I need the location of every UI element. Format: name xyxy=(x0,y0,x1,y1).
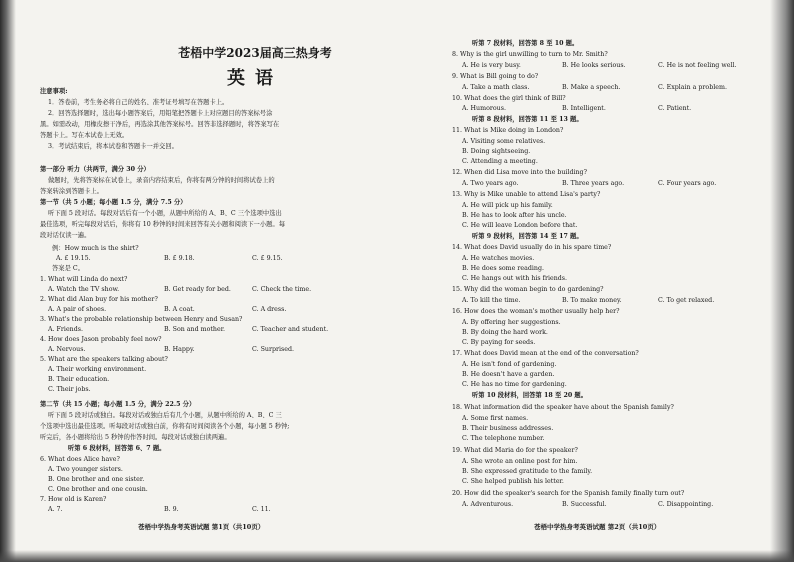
option: A. To kill the time. xyxy=(462,297,521,304)
option: C. He hangs out with his friends. xyxy=(462,275,568,282)
option: B. He does some reading. xyxy=(462,265,544,272)
option: B. Get ready for bed. xyxy=(164,286,231,293)
option: C. 11. xyxy=(252,506,271,513)
option: A. Humorous. xyxy=(462,105,506,112)
option: B. She expressed gratitude to the family. xyxy=(462,468,593,475)
question: 5. What are the speakers talking about? xyxy=(40,356,168,363)
option: B. 9. xyxy=(164,506,179,513)
option: A. Take a math class. xyxy=(462,84,530,91)
option: B. Happy. xyxy=(164,346,195,353)
material-heading: 听第 7 段材料，回答第 8 至 10 题。 xyxy=(472,40,579,47)
page-footer: 苍梧中学热身考英语试题 第2页（共10页） xyxy=(534,523,661,531)
material-heading: 听第 6 段材料，回答第 6、7 题。 xyxy=(68,445,166,452)
question: 7. How old is Karen? xyxy=(40,496,107,503)
scan-shadow-right xyxy=(770,0,794,562)
question: 15. Why did the woman begin to do gardening? xyxy=(452,286,604,293)
option: B. To make money. xyxy=(562,297,622,304)
scan-shadow-left xyxy=(0,0,16,562)
section2-desc: 个选项中选出最佳选项。听每段对话或独白前，你将有时间阅读各个小题，每小题 5 秒钟; xyxy=(40,423,290,430)
option: C. Surprised. xyxy=(252,346,295,353)
question: 13. Why is Mike unable to attend Lisa's party? xyxy=(452,191,601,198)
option: B. Intelligent. xyxy=(562,105,606,112)
section2-desc: 听下面 5 段对话或独白。每段对话或独白后有几个小题，从题中所给的 A、B、C 三 xyxy=(48,412,282,419)
option: C. Disappointing. xyxy=(658,501,714,508)
part1-desc: 答案转涂到答题卡上。 xyxy=(40,188,103,195)
question: 18. What information did the speaker have about the Spanish family? xyxy=(452,404,674,411)
option: A. Watch the TV show. xyxy=(48,286,120,293)
question: 17. What does David mean at the end of the conversation? xyxy=(452,350,639,357)
option: A. He is very busy. xyxy=(462,62,521,69)
option: A. By offering her suggestions. xyxy=(462,319,561,326)
option: A. Nervous. xyxy=(48,346,86,353)
section2-heading: 第二节（共 15 小题；每小题 1.5 分，满分 22.5 分） xyxy=(40,401,196,408)
material-heading: 听第 9 段材料，回答第 14 至 17 题。 xyxy=(472,233,583,240)
scan-shadow-bottom xyxy=(0,550,794,562)
option: C. He will leave London before that. xyxy=(462,222,578,229)
option: C. Their jobs. xyxy=(48,386,91,393)
option: A. She wrote an online post for him. xyxy=(462,458,578,465)
option: B. Son and mother. xyxy=(164,326,226,333)
option: B. He doesn't have a garden. xyxy=(462,371,555,378)
option: C. Patient. xyxy=(658,105,692,112)
question: 16. How does the woman's mother usually help her? xyxy=(452,308,620,315)
section1-desc: 段对话仅读一遍。 xyxy=(40,232,91,239)
option: B. One brother and one sister. xyxy=(48,476,145,483)
notice-line: 1．答卷前，考生务必将自己的姓名、准考证号填写在答题卡上。 xyxy=(48,99,229,106)
option: B. By doing the hard work. xyxy=(462,329,548,336)
option: B. Doing sightseeing. xyxy=(462,148,531,155)
section1-heading: 第一节（共 5 小题；每小题 1.5 分，满分 7.5 分） xyxy=(40,199,187,206)
option: C. By paying for seeds. xyxy=(462,339,536,346)
option: A. He will pick up his family. xyxy=(462,202,553,209)
notice-line: 3．考试结束后，将本试卷和答题卡一并交回。 xyxy=(48,143,178,150)
option: B. Their education. xyxy=(48,376,110,383)
option: A. Some first names. xyxy=(462,415,529,422)
option: C. Four years ago. xyxy=(658,180,717,187)
option: B. A coat. xyxy=(164,306,195,313)
question: 19. What did Maria do for the speaker? xyxy=(452,447,578,454)
example-option: B. £ 9.18. xyxy=(164,255,195,262)
option: B. He has to look after his uncle. xyxy=(462,212,567,219)
section1-desc: 听下面 5 段对话。每段对话后有一个小题，从题中所给的 A、B、C 三个选项中选出 xyxy=(48,210,282,217)
example-answer: 答案是 C。 xyxy=(52,265,85,272)
option: B. Three years ago. xyxy=(562,180,625,187)
question: 8. Why is the girl unwilling to turn to Mr. Smith? xyxy=(452,51,608,58)
option: B. Their business addresses. xyxy=(462,425,554,432)
question: 6. What does Alice have? xyxy=(40,456,120,463)
option: A. Two younger sisters. xyxy=(48,466,123,473)
option: C. Explain a problem. xyxy=(658,84,727,91)
example-option: A. £ 19.15. xyxy=(56,255,91,262)
notice-line: 2．回答选择题时，选出每小题答案后，用铅笔把答题卡上对应题目的答案标号涂 xyxy=(48,110,273,117)
option: A. Visiting some relatives. xyxy=(462,138,546,145)
notice-line: 答题卡上。写在本试卷上无效。 xyxy=(40,132,129,139)
material-heading: 听第 8 段材料，回答第 11 至 13 题。 xyxy=(472,116,583,123)
option: C. He has no time for gardening. xyxy=(462,381,567,388)
question: 20. How did the speaker's search for the Spanish family finally turn out? xyxy=(452,490,685,497)
part1-desc: 做题时，先将答案标在试卷上，录音内容结束后，你将有两分钟的时间将试卷上的 xyxy=(48,177,275,184)
example-option: C. £ 9.15. xyxy=(252,255,283,262)
question: 1. What will Linda do next? xyxy=(40,276,128,283)
option: B. He looks serious. xyxy=(562,62,626,69)
question: 2. What did Alan buy for his mother? xyxy=(40,296,158,303)
example-question: 例：How much is the shirt? xyxy=(52,245,139,252)
option: A. He watches movies. xyxy=(462,255,535,262)
option: C. To get relaxed. xyxy=(658,297,715,304)
notice-line: 黑。如需改动，用橡皮擦干净后，再选涂其他答案标号。回答非选择题时，将答案写在 xyxy=(40,121,280,128)
part1-heading: 第一部分 听力（共两节，满分 30 分） xyxy=(40,166,150,173)
question: 3. What's the probable relationship between Henry and Susan? xyxy=(40,316,243,323)
option: C. He is not feeling well. xyxy=(658,62,737,69)
option: C. A dress. xyxy=(252,306,287,313)
option: A. Two years ago. xyxy=(462,180,519,187)
option: C. Teacher and student. xyxy=(252,326,329,333)
material-heading: 听第 10 段材料，回答第 18 至 20 题。 xyxy=(472,392,588,399)
option: A. 7. xyxy=(48,506,63,513)
option: C. One brother and one cousin. xyxy=(48,486,148,493)
option: A. Adventurous. xyxy=(462,501,514,508)
notice-heading: 注意事项: xyxy=(40,88,68,95)
option: C. Attending a meeting. xyxy=(462,158,538,165)
option: C. The telephone number. xyxy=(462,435,545,442)
page-footer: 苍梧中学热身考英语试题 第1页（共10页） xyxy=(138,523,265,531)
option: B. Successful. xyxy=(562,501,607,508)
exam-title: 苍梧中学2023届高三热身考 xyxy=(178,46,332,60)
question: 9. What is Bill going to do? xyxy=(452,73,539,80)
option: B. Make a speech. xyxy=(562,84,621,91)
question: 12. When did Lisa move into the building? xyxy=(452,169,587,176)
question: 14. What does David usually do in his spare time? xyxy=(452,244,612,251)
option: A. Their working environment. xyxy=(48,366,147,373)
section2-desc: 听完后，各小题将给出 5 秒钟的作答时间。每段对话或独白读两遍。 xyxy=(40,434,231,441)
option: C. She helped publish his letter. xyxy=(462,478,564,485)
subject-title: 英语 xyxy=(227,68,283,89)
option: A. Friends. xyxy=(48,326,83,333)
option: A. He isn't fond of gardening. xyxy=(462,361,557,368)
option: A. A pair of shoes. xyxy=(48,306,107,313)
question: 11. What is Mike doing in London? xyxy=(452,127,564,134)
question: 10. What does the girl think of Bill? xyxy=(452,95,566,102)
question: 4. How does Jason probably feel now? xyxy=(40,336,162,343)
section1-desc: 最佳选项，听完每段对话后，你将有 10 秒钟的时间来回答有关小题和阅读下一小题。每 xyxy=(40,221,286,228)
option: C. Check the time. xyxy=(252,286,312,293)
